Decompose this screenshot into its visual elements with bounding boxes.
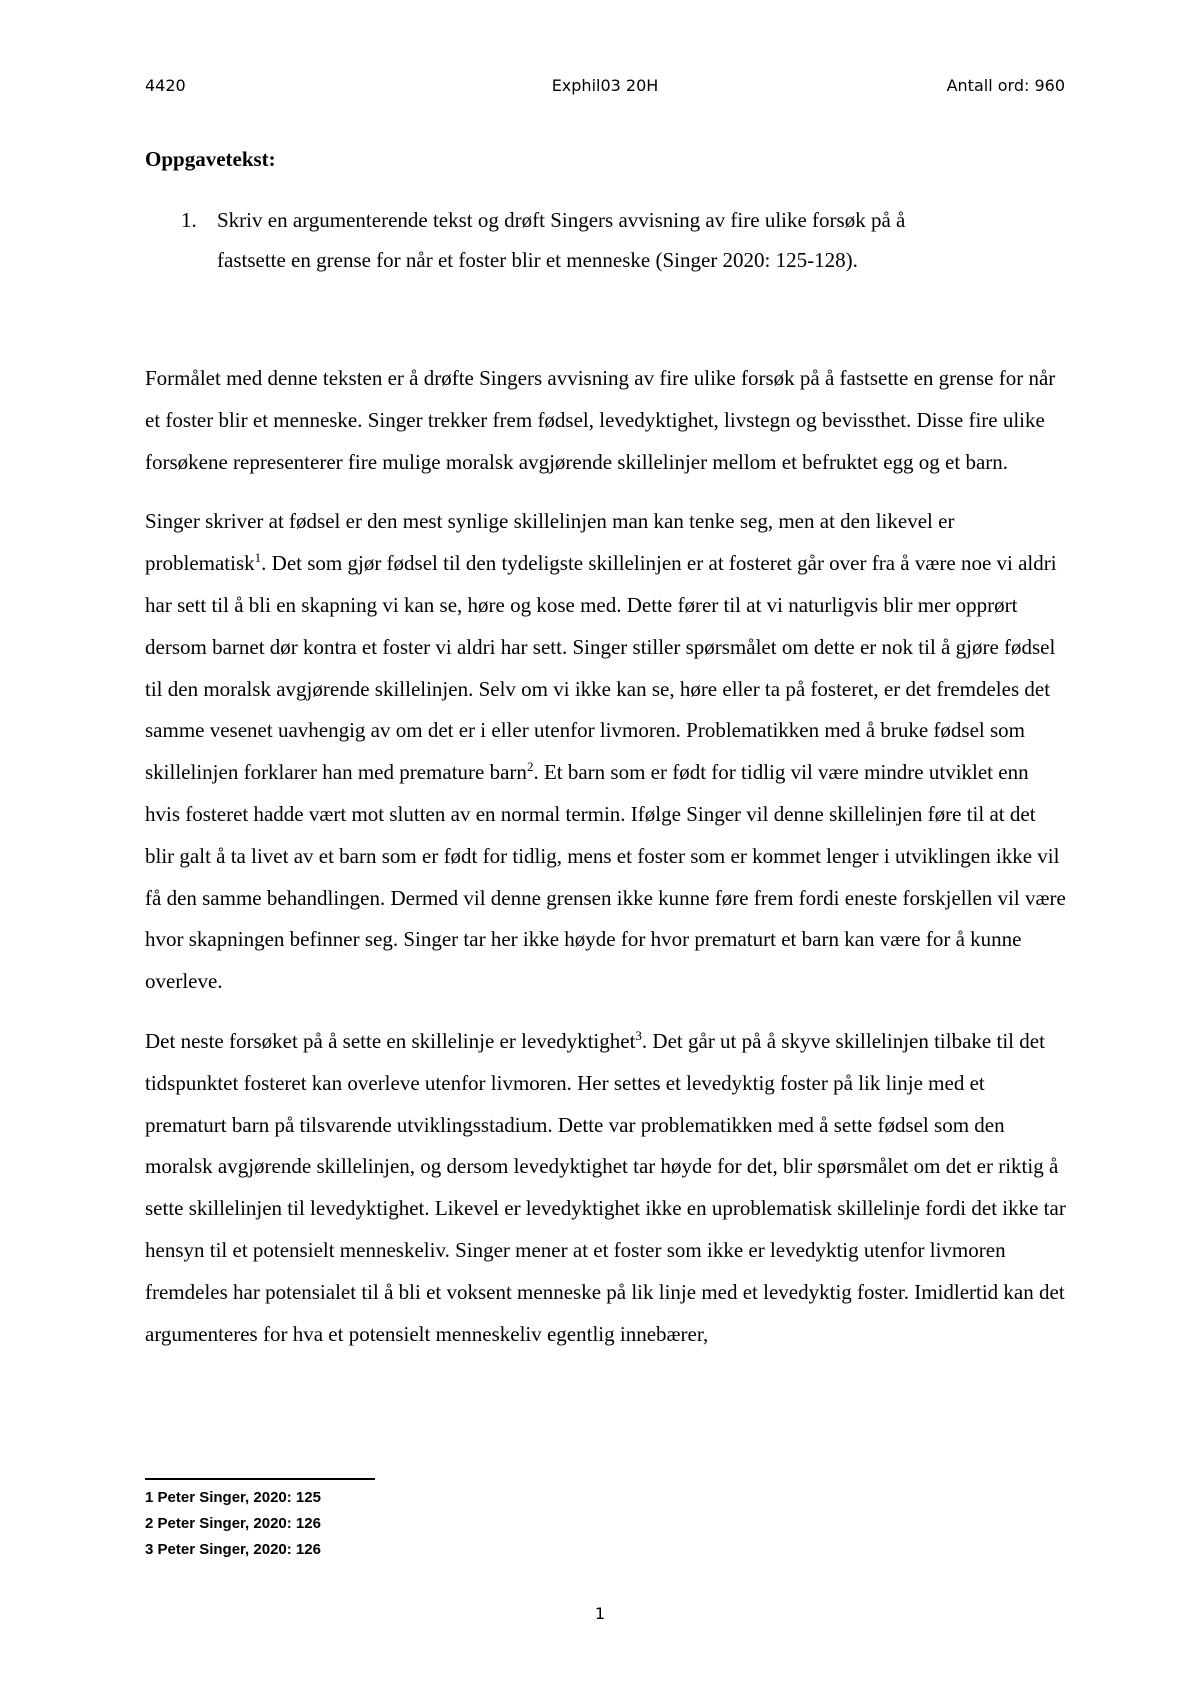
task-item-line: fastsette en grense for når et foster blir et menneske (Singer 2020: 125-128). [217,248,858,272]
paragraph-viability [145,1021,1068,1355]
paragraph-text: . Et barn som er født for tidlig vil være mindre utviklet enn hvis fosteret hadde vært mot slutten av en normal termin. Ifølge Singer vil denne skillelinjen føre til at det blir galt å ta livet av et barn som er født for tidlig, mens et foster som er kommet lenger i utviklingen ikke vil få den samme behandlingen. Dermed vil denne grensen ikke kunne føre frem fordi eneste forskjellen vil være hvor skapningen befinner seg. Singer tar her ikke høyde for hvor prematurt et barn kan være for å kunne overleve. [145,760,1066,994]
paragraph-text: Det neste forsøket på å sette en skillelinje er levedyktighet [145,1028,636,1053]
footnote-ref-2: 2 [526,759,534,775]
header-course-code: Exphil03 20H [551,76,659,95]
page-header [145,76,1065,100]
paragraph-text: . Det som gjør fødsel til den tydeligste skillelinjen er at fosteret går over fra å være noe vi aldri har sett til å bli en skapning vi kan se, høre og kose med. Dette fører til at vi naturligvis blir mer opprørt dersom barnet dør kontra et foster vi aldri har sett. Singer stiller spørsmålet om dette er nok til å gjøre fødsel til den moralsk avgjørende skillelinjen. Selv om vi ikke kan se, høre eller ta på fosteret, er det fremdeles det samme vesenet uavhengig av om det er i eller utenfor livmoren. Problematikken med å bruke fødsel som skillelinjen forklarer han med premature barn [145,551,1057,785]
header-candidate-number: 4420 [145,76,186,95]
footnote-3: 3 Peter Singer, 2020: 126 [145,1541,321,1558]
footnote-separator [145,1478,375,1480]
task-item-line: Skriv en argumenterende tekst og drøft Singers avvisning av fire ulike forsøk på å [217,208,906,232]
footnote-1: 1 Peter Singer, 2020: 125 [145,1489,321,1506]
task-heading: Oppgavetekst: [145,147,276,171]
header-word-count: Antall ord: 960 [946,76,1065,95]
footnote-ref-1: 1 [254,550,262,566]
task-item-number: 1. [181,208,197,232]
task-item [145,200,1075,280]
footnote-ref-3: 3 [635,1027,642,1043]
paragraph-intro: Formålet med denne teksten er å drøfte Singers avvisning av fire ulike forsøk på å fastsette en grense for når et foster blir et menneske. Singer trekker frem fødsel, levedyktighet, livstegn og bevissthet. Disse fire ulike forsøkene representerer fire mulige moralsk avgjørende skillelinjer mellom et befruktet egg og et barn. [145,366,1056,474]
paragraph-text: Singer skriver at fødsel er den mest synlige skillelinjen man kan tenke seg, men at den likevel er problematisk [145,509,955,576]
task-list [145,200,1075,280]
footnotes [145,1485,321,1563]
paragraph-text: . Det går ut på å skyve skillelinjen tilbake til det tidspunktet fosteret kan overleve utenfor livmoren. Her settes et levedyktig foster på lik linje med et prematurt barn på tilsvarende utviklingsstadium. Dette var problematikken med å sette fødsel som den moralsk avgjørende skillelinjen, og dersom levedyktighet tar høyde for det, blir spørsmålet om det er riktig å sette skillelinjen til levedyktighet. Likevel er levedyktighet ikke en uproblematisk skillelinje fordi det ikke tar hensyn til et potensielt menneskeliv. Singer mener at et foster som ikke er levedyktig utenfor livmoren fremdeles har potensialet til å bli et voksent menneske på lik linje med et levedyktig foster. Imidlertid kan det argumenteres for hva et potensielt menneskeliv egentlig innebærer, [145,1028,1066,1346]
paragraph-birth [145,501,1068,1003]
body-text [145,358,1068,1373]
footnote-2: 2 Peter Singer, 2020: 126 [145,1515,321,1532]
page-number: 1 [594,1604,606,1623]
